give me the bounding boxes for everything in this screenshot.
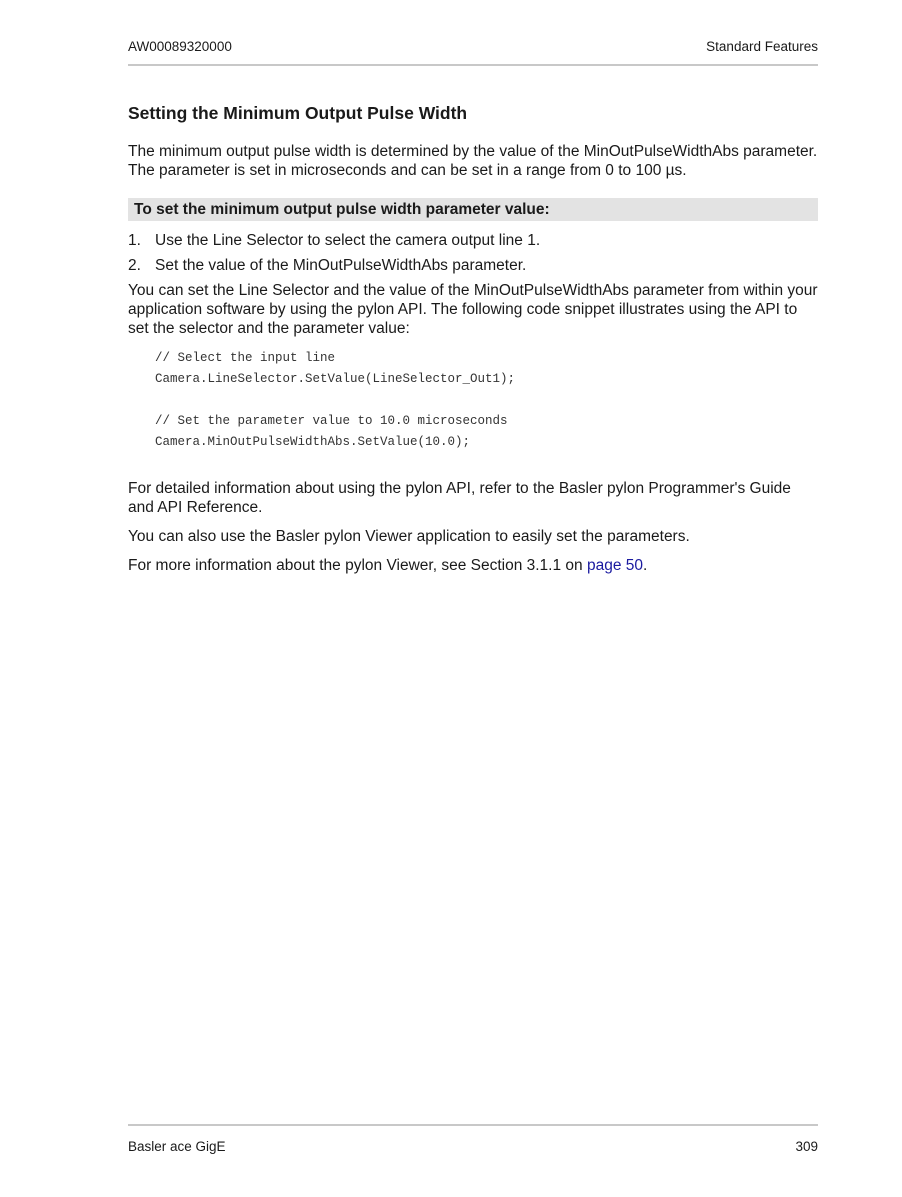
footer-product: Basler ace GigE xyxy=(128,1139,226,1154)
header-section: Standard Features xyxy=(706,39,818,54)
step-number: 1. xyxy=(128,232,141,249)
page-reference-link[interactable]: page 50 xyxy=(586,557,643,574)
api-paragraph: You can set the Line Selector and the value of the MinOutPulseWidthAbs parameter from within your application software by using the pylon API. The following code snippet illustrates using the API to set the selector and the parameter value: xyxy=(128,282,818,337)
more-info-text: For more information about the pylon Viewer, see Section 3.1.1 on xyxy=(128,557,587,574)
step-number: 2. xyxy=(128,257,141,274)
code-line: Camera.MinOutPulseWidthAbs.SetValue(10.0); xyxy=(155,435,471,449)
more-info-suffix: . xyxy=(642,557,648,574)
viewer-paragraph: You can also use the Basler pylon Viewer application to easily set the parameters. xyxy=(128,528,690,545)
page-header xyxy=(128,38,818,66)
steps-list xyxy=(128,231,818,275)
list-item xyxy=(128,256,818,275)
list-item xyxy=(128,231,818,250)
code-line: // Select the input line xyxy=(155,351,336,365)
page-footer xyxy=(128,1124,818,1156)
code-snippet xyxy=(155,348,818,453)
header-doc-id: AW00089320000 xyxy=(128,39,232,54)
step-text: Use the Line Selector to select the camera output line 1. xyxy=(155,232,541,249)
main-content xyxy=(128,100,818,585)
step-text: Set the value of the MinOutPulseWidthAbs parameter. xyxy=(155,257,527,274)
code-line xyxy=(155,390,818,411)
more-info-paragraph xyxy=(128,556,818,575)
code-line: Camera.LineSelector.SetValue(LineSelector_Out1); xyxy=(155,372,516,386)
code-line: // Set the parameter value to 10.0 microseconds xyxy=(155,414,508,428)
intro-paragraph: The minimum output pulse width is determined by the value of the MinOutPulseWidthAbs parameter. The parameter is set in microseconds and can be set in a range from 0 to 100 µs. xyxy=(128,143,818,179)
detail-paragraph: For detailed information about using the pylon API, refer to the Basler pylon Programmer's Guide and API Reference. xyxy=(128,480,791,516)
footer-page-number: 309 xyxy=(795,1139,818,1154)
section-title: Setting the Minimum Output Pulse Width xyxy=(128,103,468,123)
procedure-heading: To set the minimum output pulse width parameter value: xyxy=(128,198,818,221)
